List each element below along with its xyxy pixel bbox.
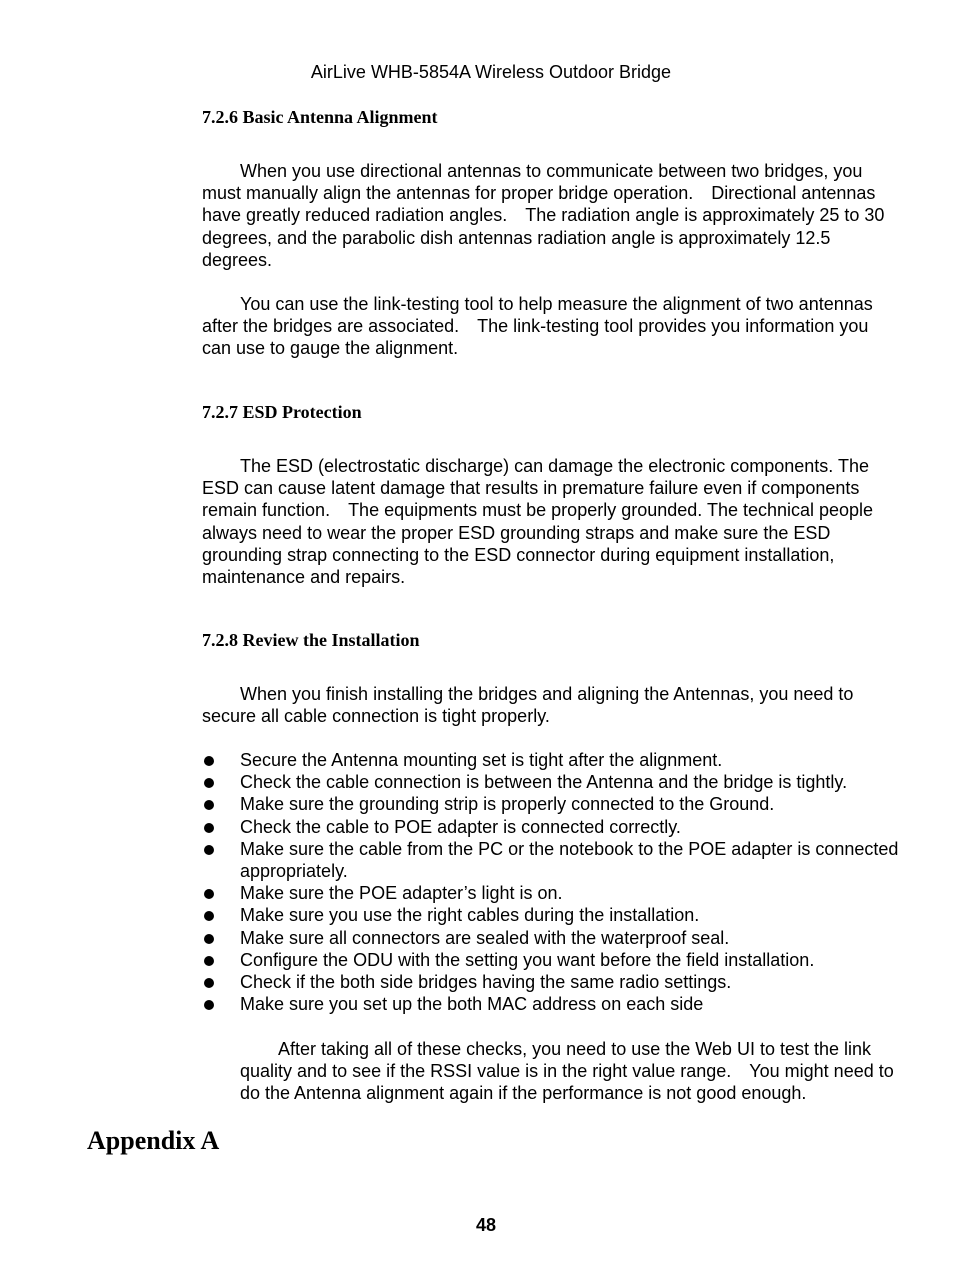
list-item: Make sure the grounding strip is properly connected to the Ground. <box>202 793 902 815</box>
list-item: Check if the both side bridges having the same radio settings. <box>202 971 902 993</box>
checklist <box>202 749 902 1015</box>
bullet-icon <box>204 956 214 966</box>
list-item: Configure the ODU with the setting you want before the field installation. <box>202 949 902 971</box>
list-item: Secure the Antenna mounting set is tight after the alignment. <box>202 749 902 771</box>
section-heading-review-installation: 7.2.8 Review the Installation <box>202 630 420 650</box>
bullet-icon <box>204 756 214 766</box>
bullet-icon <box>204 845 214 855</box>
paragraph: The ESD (electrostatic discharge) can damage the electronic components. The ESD can cause latent damage that results in premature failure even if components remain function. The equipments must be properly grounded. The technical people always need to wear the proper ESD grounding straps and make sure the ESD grounding strap connecting to the ESD connector during equipment installation, maintenance and repairs. <box>202 456 874 588</box>
page-number: 48 <box>475 1215 497 1235</box>
list-item: Check the cable to POE adapter is connected correctly. <box>202 816 902 838</box>
bullet-icon <box>204 800 214 810</box>
paragraph: You can use the link-testing tool to help measure the alignment of two antennas after the bridges are associated. The link-testing tool provides you information you can use to gauge the alignment. <box>202 294 873 359</box>
section-heading-basic-antenna-alignment: 7.2.6 Basic Antenna Alignment <box>202 107 438 127</box>
bullet-icon <box>204 934 214 944</box>
closing-paragraph: After taking all of these checks, you need to use the Web UI to test the link quality and to see if the RSSI value is in the right value range. You might need to do the Antenna alignment again if the performance is not good enough. <box>240 1039 894 1104</box>
bullet-icon <box>204 911 214 921</box>
list-item: Make sure the cable from the PC or the notebook to the POE adapter is connected appropriately. <box>202 838 902 882</box>
list-item: Make sure you use the right cables during the installation. <box>202 904 902 926</box>
bullet-icon <box>204 1000 214 1010</box>
bullet-icon <box>204 889 214 899</box>
bullet-icon <box>204 823 214 833</box>
list-item: Make sure you set up the both MAC address on each side <box>202 993 902 1015</box>
bullet-icon <box>204 978 214 988</box>
appendix-title: Appendix A <box>87 1126 220 1155</box>
section-heading-esd-protection: 7.2.7 ESD Protection <box>202 402 362 422</box>
list-item: Make sure all connectors are sealed with the waterproof seal. <box>202 927 902 949</box>
list-item: Check the cable connection is between the Antenna and the bridge is tightly. <box>202 771 902 793</box>
paragraph: When you use directional antennas to communicate between two bridges, you must manually align the antennas for proper bridge operation. Directional antennas have greatly reduced radiation angles. The radiation angle is approximately 25 to 30 degrees, and the parabolic dish antennas radiation angle is approximately 12.5 degrees. <box>202 161 885 270</box>
bullet-icon <box>204 778 214 788</box>
page-header: AirLive WHB-5854A Wireless Outdoor Bridge <box>310 62 672 82</box>
list-item: Make sure the POE adapter’s light is on. <box>202 882 902 904</box>
paragraph: When you finish installing the bridges and aligning the Antennas, you need to secure all cable connection is tight properly. <box>202 684 854 727</box>
